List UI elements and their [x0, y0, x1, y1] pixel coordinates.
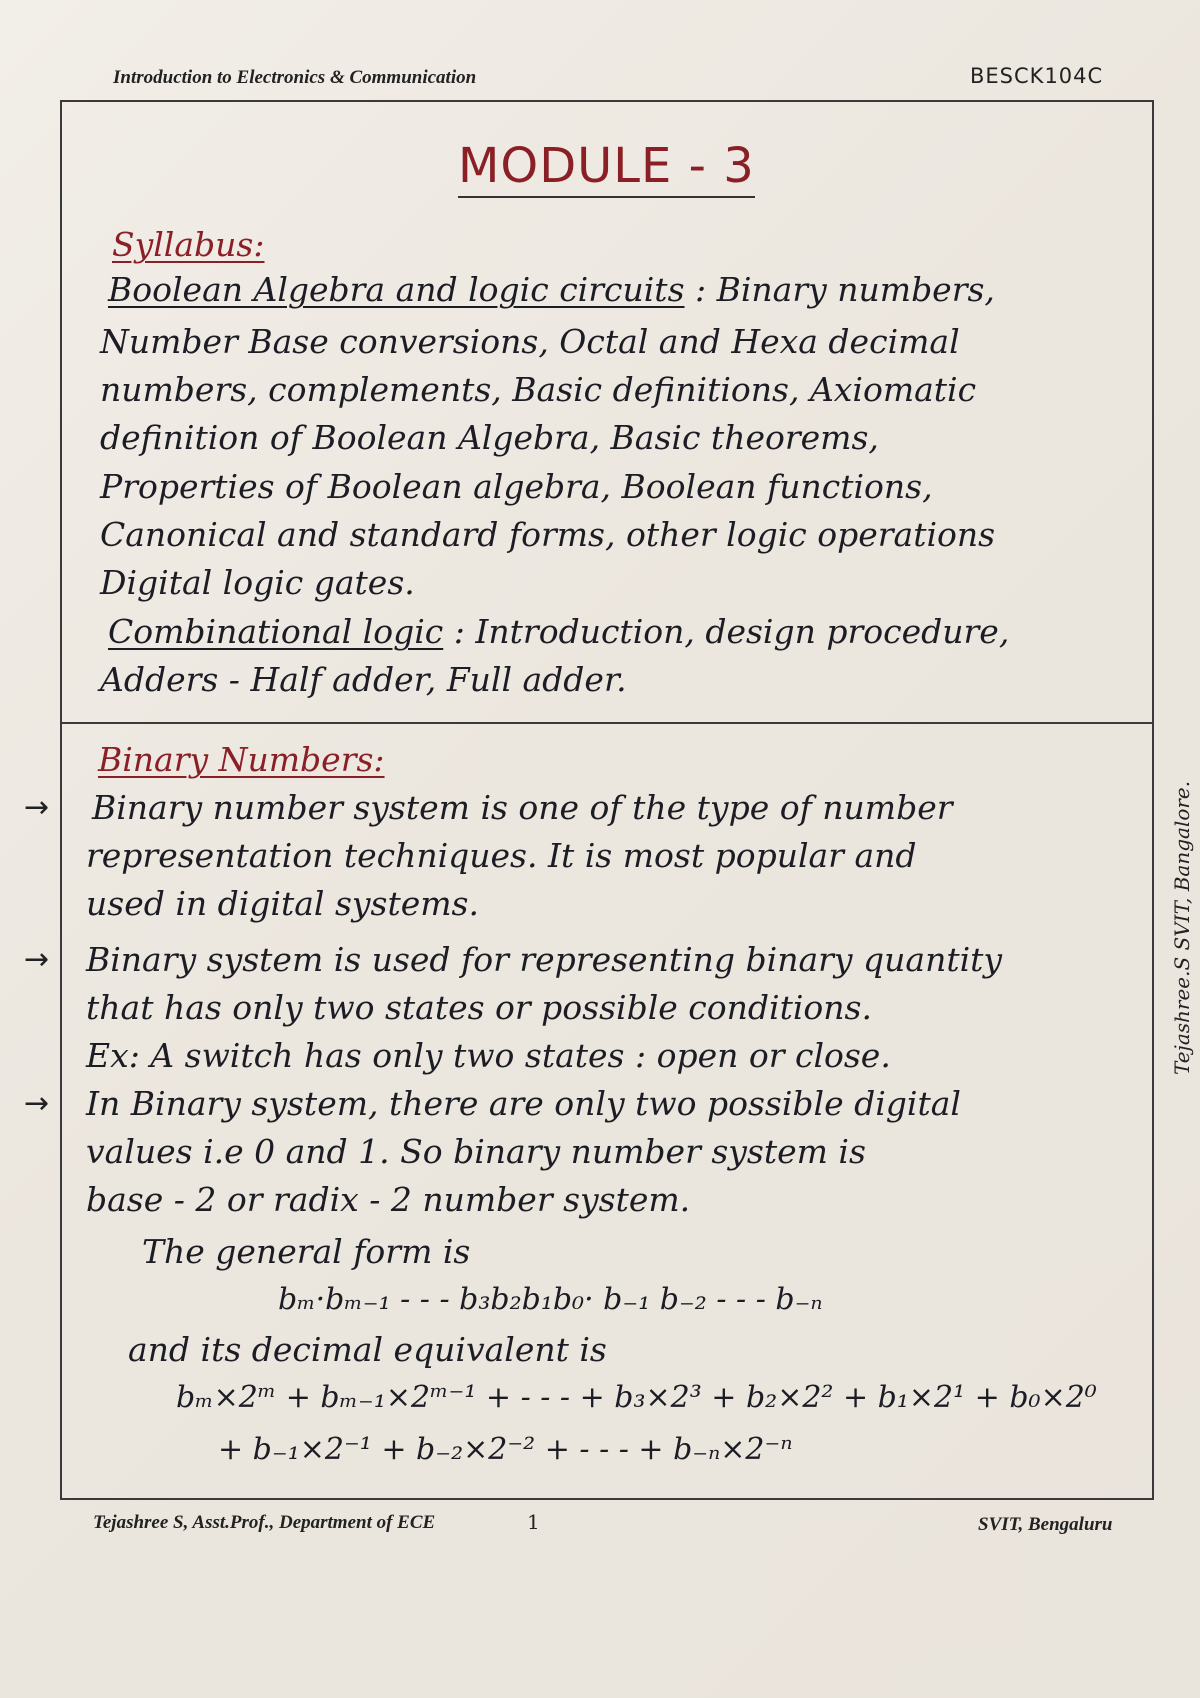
- syllabus-line: Properties of Boolean algebra, Boolean functions,: [100, 467, 933, 506]
- binary-line: and its decimal equivalent is: [128, 1330, 607, 1369]
- binary-line: values i.e 0 and 1. So binary number system is: [86, 1132, 866, 1171]
- syllabus-line: Adders - Half adder, Full adder.: [100, 660, 627, 699]
- syllabus-heading: Syllabus:: [112, 225, 265, 264]
- syllabus-line: Number Base conversions, Octal and Hexa decimal: [100, 322, 960, 361]
- syllabus-topic1-title: Boolean Algebra and logic circuits: [108, 270, 685, 309]
- footer-institution: SVIT, Bengaluru: [978, 1514, 1113, 1535]
- binary-line: representation techniques. It is most popular and: [86, 836, 917, 875]
- syllabus-topic2-title: Combinational logic: [108, 612, 444, 651]
- footer-author: Tejashree S, Asst.Prof., Department of ECE: [93, 1512, 436, 1533]
- syllabus-line: numbers, complements, Basic definitions, Axiomatic: [100, 370, 977, 409]
- decimal-equivalent-formula: bₘ×2ᵐ + bₘ₋₁×2ᵐ⁻¹ + - - - + b₃×2³ + b₂×2² + b₁×2¹ + b₀×2⁰: [176, 1380, 1097, 1415]
- decimal-equivalent-formula: + b₋₁×2⁻¹ + b₋₂×2⁻² + - - - + b₋ₙ×2⁻ⁿ: [218, 1432, 793, 1467]
- syllabus-line: Digital logic gates.: [100, 563, 415, 602]
- arrow-icon: →: [24, 790, 50, 825]
- binary-line: Binary number system is one of the type of number: [92, 788, 953, 827]
- general-form-formula: bₘ·bₘ₋₁ - - - b₃b₂b₁b₀· b₋₁ b₋₂ - - - b₋ₙ: [278, 1282, 823, 1317]
- course-title: Introduction to Electronics & Communication: [113, 67, 477, 88]
- binary-heading: Binary Numbers:: [98, 740, 385, 779]
- binary-line: used in digital systems.: [86, 884, 479, 923]
- binary-line: In Binary system, there are only two possible digital: [86, 1084, 961, 1123]
- section-divider: [60, 722, 1154, 724]
- page-number: 1: [527, 1510, 540, 1534]
- arrow-icon: →: [24, 942, 50, 977]
- binary-line: The general form is: [142, 1232, 471, 1271]
- syllabus-line: definition of Boolean Algebra, Basic theorems,: [100, 418, 879, 457]
- syllabus-line: [108, 270, 995, 309]
- syllabus-line: [108, 612, 1009, 651]
- syllabus-topic2-rest: : Introduction, design procedure,: [453, 612, 1010, 651]
- syllabus-line: Canonical and standard forms, other logic operations: [100, 515, 996, 554]
- binary-line: Binary system is used for representing binary quantity: [86, 940, 1003, 979]
- arrow-icon: →: [24, 1086, 50, 1121]
- module-title: MODULE - 3: [458, 138, 755, 198]
- course-code: BESCK104C: [970, 64, 1104, 88]
- binary-line: base - 2 or radix - 2 number system.: [86, 1180, 691, 1219]
- syllabus-topic1-rest: : Binary numbers,: [695, 270, 995, 309]
- binary-line: that has only two states or possible conditions.: [86, 988, 872, 1027]
- side-note: Tejashree.S SVIT, Bangalore.: [1170, 780, 1194, 1075]
- binary-line: Ex: A switch has only two states : open or close.: [86, 1036, 891, 1075]
